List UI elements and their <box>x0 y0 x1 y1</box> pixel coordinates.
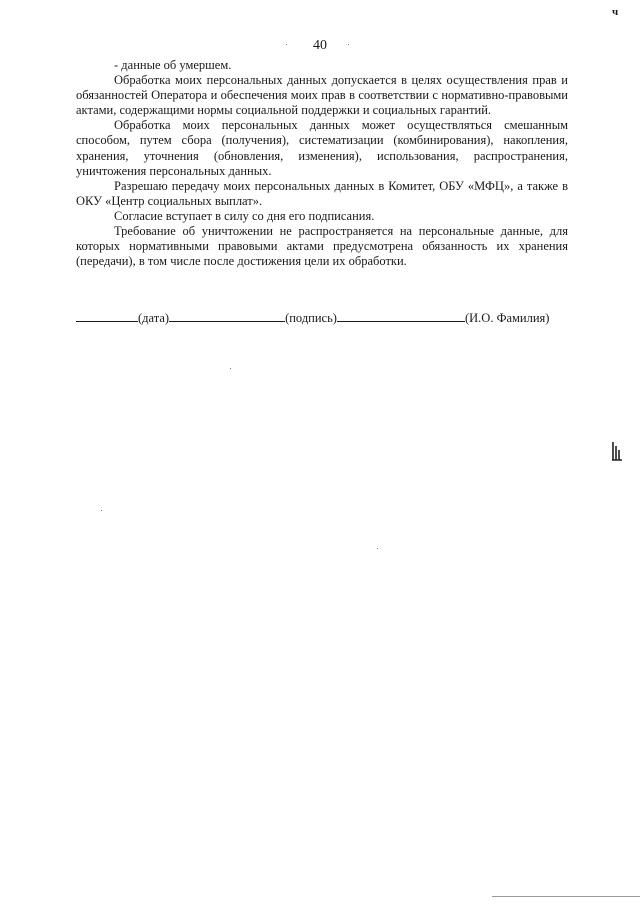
consent-body <box>76 58 568 269</box>
scan-speck <box>101 510 102 511</box>
paragraph-deceased-data: - данные об умершем. <box>114 58 232 72</box>
date-label: (дата) <box>138 311 170 325</box>
paragraph-effective-date: Согласие вступает в силу со дня его подписания. <box>114 208 375 223</box>
scan-speck <box>286 44 287 45</box>
page-number: 40 <box>313 38 327 53</box>
scan-speck <box>377 548 378 549</box>
paragraph-transfer-permission: Разрешаю передачу моих персональных данных в Комитет, ОБУ «МФЦ», а также в ОКУ «Центр социальных выплат». <box>76 178 568 208</box>
corner-mark: ч <box>612 6 619 18</box>
signature-line <box>76 309 576 326</box>
paragraph-processing-method: Обработка моих персональных данных может осуществляться смешанным способом, путем сбора (получения), систематизации (комбинирования), накопления, хранения, уточнения (обновления, изменения), использования, распространения, уничтожения персональных данных. <box>76 118 568 178</box>
scan-artifact-icon <box>610 440 624 462</box>
signature-label: (подпись) <box>285 311 337 325</box>
signature-blank <box>169 309 285 322</box>
date-blank <box>76 309 138 322</box>
scan-edge-line <box>492 896 640 897</box>
paragraph-processing-purpose: Обработка моих персональных данных допускается в целях осуществления прав и обязанностей Оператора и обеспечения моих прав в соответствии с нормативно-правовыми актами, содержащими нормы социальной поддержки и социальных гарантий. <box>76 73 568 118</box>
name-label: (И.О. Фамилия) <box>464 311 550 325</box>
scan-speck <box>348 44 349 45</box>
name-blank <box>337 309 465 322</box>
paragraph-destruction-exception: Требование об уничтожении не распространяется на персональные данные, для которых нормативными правовыми актами предусмотрена обязанность их хранения (передачи), в том числе после достижения цели их обработки. <box>76 224 568 269</box>
scan-speck <box>230 368 231 369</box>
